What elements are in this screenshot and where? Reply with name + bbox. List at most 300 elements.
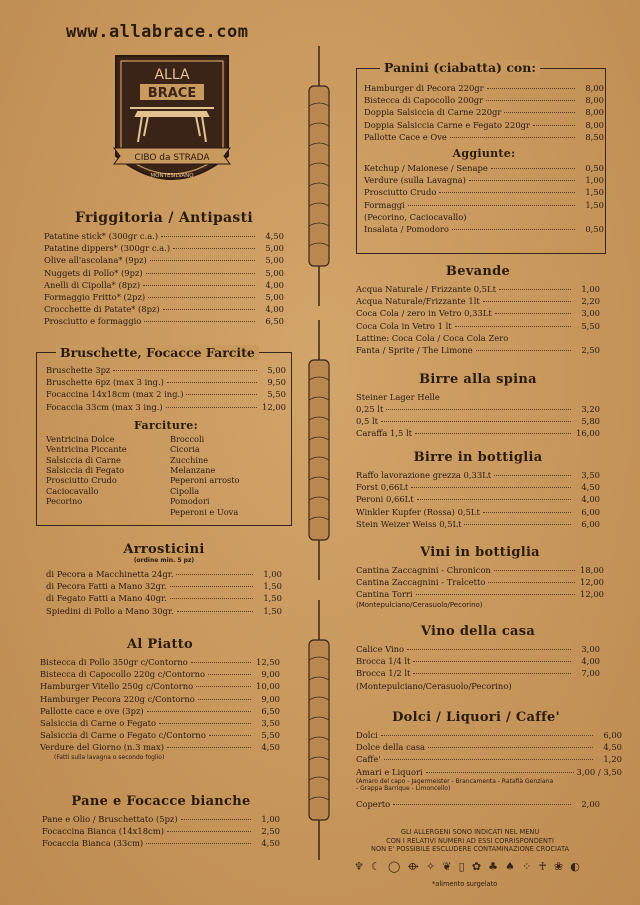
milk-icon: ▯ xyxy=(458,860,465,873)
item-price: 1,00 xyxy=(261,814,280,824)
item-name: Bistecca di Capocollo 220g c/Contorno xyxy=(40,669,206,680)
logo-ribbon: CIBO da STRADA xyxy=(134,153,210,163)
menu-item xyxy=(356,283,600,295)
item-name: Pallotte Cace e Ove xyxy=(364,131,447,142)
item-price: 1,00 xyxy=(585,175,604,186)
farciture-list xyxy=(46,434,286,517)
item-name: Spiedini di Pollo a Mano 30gr. xyxy=(46,605,174,616)
menu-item xyxy=(364,94,604,106)
menu-item xyxy=(46,605,282,617)
item-price: 5,80 xyxy=(581,416,600,427)
section-title: Panini (ciabatta) con: xyxy=(380,60,540,75)
menu-item xyxy=(40,729,280,741)
section-note: (Fatti sulla lavagna o secondo foglio) xyxy=(54,753,165,761)
menu-item xyxy=(356,588,604,600)
lupin-icon: ❀ xyxy=(553,860,564,873)
section-pane xyxy=(42,794,280,850)
item-price: 8,00 xyxy=(585,95,604,106)
item-name: Prosciutto Crudo xyxy=(364,187,437,198)
dot-leader xyxy=(176,574,253,575)
item-price: 9,50 xyxy=(267,377,286,388)
dot-leader xyxy=(428,747,593,748)
section-birre-bottiglia xyxy=(356,450,600,530)
dot-leader xyxy=(181,819,251,820)
item-name: Doppia Salsiccia di Carne 220gr xyxy=(364,107,502,118)
menu-item xyxy=(364,186,604,198)
item-price: 1,00 xyxy=(581,284,600,294)
item-name: di Pecora Fatti a Mano 32gr. xyxy=(46,581,167,592)
farcitura-item: Melanzane xyxy=(170,465,216,476)
section-vino-casa xyxy=(356,624,600,692)
menu-item xyxy=(40,717,280,729)
dot-leader xyxy=(469,180,575,181)
dot-leader xyxy=(494,475,571,476)
farcitura-item: Broccoli xyxy=(170,433,205,444)
section-bevande xyxy=(356,264,600,356)
menu-item xyxy=(356,766,622,778)
menu-item xyxy=(46,388,286,400)
item-price: 4,00 xyxy=(265,279,284,290)
dot-leader xyxy=(177,611,253,612)
dot-leader xyxy=(186,394,257,395)
item-price: 1,20 xyxy=(603,754,622,765)
item-price: 4,50 xyxy=(265,231,284,241)
item-price: 3,00 / 3,50 xyxy=(576,766,622,777)
dot-leader xyxy=(450,137,575,138)
section-dolci xyxy=(356,710,622,810)
menu-item xyxy=(44,230,284,242)
dot-leader xyxy=(483,512,571,513)
farcitura-item: Salsiccia di Carne xyxy=(46,454,121,465)
menu-item xyxy=(46,592,282,604)
item-name: Hamburger Vitello 250g c/Contorno xyxy=(40,681,194,692)
item-name: Raffo lavorazione grezza 0,33Lt xyxy=(356,470,492,480)
item-name: Pane e Olio / Bruschettato (5pz) xyxy=(42,814,178,824)
menu-item xyxy=(364,131,604,143)
item-name: Amari e Liquori xyxy=(356,766,423,777)
section-note: (Montepulciano/Cerasuolo/Pecorino) xyxy=(356,600,483,609)
item-price: 4,00 xyxy=(581,656,600,667)
dot-leader xyxy=(455,326,571,327)
farcitura-item: Cicoria xyxy=(170,444,200,455)
dot-leader xyxy=(495,313,571,314)
website-url[interactable]: www.allabrace.com xyxy=(66,22,249,42)
item-price: 4,50 xyxy=(603,742,622,753)
menu-item xyxy=(46,364,286,376)
item-price: 8,00 xyxy=(585,83,604,93)
item-name: Patatine dippers* (300gr c.a.) xyxy=(44,243,171,254)
item-price: 5,00 xyxy=(265,292,284,303)
menu-item xyxy=(42,813,280,825)
farcitura-item: Prosciutto Crudo xyxy=(46,475,117,486)
dot-leader xyxy=(488,582,575,583)
item-price: 5,50 xyxy=(581,320,600,331)
item-price: 3,50 xyxy=(261,718,280,729)
menu-item xyxy=(364,119,604,131)
farcitura-item: Salsiccia di Fegato xyxy=(46,465,125,476)
section-arrosticini xyxy=(46,542,282,617)
item-price: 6,00 xyxy=(603,730,622,740)
menu-item xyxy=(356,403,600,415)
menu-item xyxy=(356,427,600,439)
menu-item xyxy=(356,741,622,753)
menu-item xyxy=(356,307,600,319)
allergen-notice: GLI ALLERGENI SONO INDICATI NEL MENU CON I RELATIVI NUMERI AD ESSI CORRISPONDENTI NON E' POSSIBILE ESCLUDERE CONTAMINAZIONE CROCIATA xyxy=(371,828,569,854)
allergen-icons xyxy=(354,860,580,873)
dot-leader xyxy=(148,297,255,298)
dot-leader xyxy=(198,699,251,700)
dot-leader xyxy=(208,674,251,675)
dot-leader xyxy=(386,409,571,410)
farcitura-item: Peperoni e Uova xyxy=(170,506,239,517)
item-price: 18,00 xyxy=(580,565,604,575)
menu-item xyxy=(356,518,600,530)
item-name: Acqua Naturale/Frizzante 1lt xyxy=(356,296,480,307)
menu-item xyxy=(356,493,600,505)
soy-icon: ❦ xyxy=(442,860,452,873)
section-al-piatto xyxy=(40,637,280,761)
item-price: 0,50 xyxy=(585,163,604,174)
dot-leader xyxy=(146,843,251,844)
item-price: 2,50 xyxy=(261,826,280,837)
item-name: Dolci xyxy=(356,730,378,740)
item-name: Brocca 1/2 lt xyxy=(356,668,411,679)
item-name: di Fegato Fatti a Mano 40gr. xyxy=(46,593,167,604)
item-price: 1,50 xyxy=(263,581,282,592)
item-name: Hamburger di Pecora 220gr xyxy=(364,83,484,93)
menu-item xyxy=(44,254,284,266)
dot-leader xyxy=(196,686,251,687)
dot-leader xyxy=(163,309,255,310)
item-name: Crocchette di Patate* (8pz) xyxy=(44,304,160,315)
dot-leader xyxy=(167,382,257,383)
section-title: Al Piatto xyxy=(126,637,194,652)
item-name: di Pecora a Macchinetta 24gr. xyxy=(46,569,174,579)
section-note: (Amaro del capo - Jagermeister - Brancamenta - Ratafià Genziana - Grappa Barrique - Limoncello) xyxy=(356,777,554,792)
item-price: 16,00 xyxy=(576,428,600,439)
menu-item xyxy=(356,481,600,493)
mustard-icon: ♠ xyxy=(505,860,516,873)
menu-item: Coperto 2,00 xyxy=(356,798,600,809)
dot-leader xyxy=(504,112,575,113)
skewer-illustration xyxy=(304,600,334,860)
menu-item xyxy=(40,705,280,717)
item-price: 12,00 xyxy=(580,589,604,600)
farcitura-item: Pomodori xyxy=(170,496,210,507)
dot-leader xyxy=(411,487,571,488)
section-title: Dolci / Liquori / Caffe' xyxy=(392,710,560,725)
farcitura-item: Zucchine xyxy=(170,454,209,465)
item-name: Anelli di Cipolla* (8pz) xyxy=(44,279,141,290)
dot-leader xyxy=(146,273,255,274)
item-name: Nuggets di Pollo* (9pz) xyxy=(44,267,143,278)
menu-item xyxy=(44,242,284,254)
menu-item xyxy=(40,656,280,668)
item-price: 9,00 xyxy=(261,693,280,704)
nut-icon: ✿ xyxy=(471,860,482,873)
menu-item xyxy=(356,667,600,679)
menu-item xyxy=(364,82,604,94)
section-bruschette xyxy=(46,364,286,517)
item-name: 0,5 lt xyxy=(356,416,379,427)
dot-leader xyxy=(491,168,575,169)
sulfite-icon: ♰ xyxy=(538,860,547,873)
section-title: Vini in bottiglia xyxy=(420,545,540,560)
dot-leader xyxy=(173,248,255,249)
dot-leader xyxy=(494,570,575,571)
frozen-note: *alimento surgelato xyxy=(432,880,498,888)
item-name: Cantina Zaccagnini - Tralcetto xyxy=(356,577,486,588)
item-price: 3,00 xyxy=(581,308,600,319)
item-name: Ketchup / Maionese / Senape xyxy=(364,163,488,174)
menu-item xyxy=(364,199,604,211)
dot-leader xyxy=(381,735,593,736)
item-name: Caffe' xyxy=(356,754,381,765)
menu-item xyxy=(364,162,604,174)
item-name: Focaccia 33cm (max 3 ing.) xyxy=(46,401,163,412)
item-price: 1,50 xyxy=(585,199,604,210)
farciture-title: Farciture: xyxy=(134,418,198,432)
section-title: Bruschette, Focacce Farcite xyxy=(56,345,259,360)
item-name: Focaccina 14x18cm (max 2 ing.) xyxy=(46,389,184,400)
item-name: Brocca 1/4 lt xyxy=(356,656,411,667)
logo-line1: ALLA xyxy=(154,67,190,83)
item-name: Doppia Salsiccia Carne e Fegato 220gr xyxy=(364,119,531,130)
dot-leader xyxy=(167,747,251,748)
item-price: 6,50 xyxy=(261,705,280,716)
item-name: Patatine stick* (300gr c.a.) xyxy=(44,231,159,241)
menu-item xyxy=(364,106,604,118)
menu-item xyxy=(356,506,600,518)
menu-item xyxy=(40,741,280,753)
section-title: Birre alla spina xyxy=(419,372,537,387)
section-title: Bevande xyxy=(445,264,511,279)
item-name: Hamburger Pecora 220g c/Contorno xyxy=(40,693,195,704)
dot-leader xyxy=(426,772,574,773)
farcitura-item: Peperoni arrosto xyxy=(170,475,240,486)
fish-icon: ⟴ xyxy=(407,860,419,873)
item-price: 4,50 xyxy=(581,482,600,493)
menu-item xyxy=(356,753,622,765)
item-price: 5,00 xyxy=(267,365,286,375)
item-price: 6,00 xyxy=(581,506,600,517)
menu-item xyxy=(40,668,280,680)
menu-item xyxy=(40,693,280,705)
menu-item xyxy=(46,401,286,413)
menu-item xyxy=(356,320,600,332)
section-vini-bottiglia xyxy=(356,545,604,609)
item-price: 5,50 xyxy=(261,730,280,741)
menu-item xyxy=(356,655,600,667)
item-price: 4,50 xyxy=(261,838,280,849)
logo-place: MONTESILVANO xyxy=(150,173,194,179)
item-name: Salsiccia di Carne o Fegato c/Contorno xyxy=(40,730,206,741)
item-price: 12,00 xyxy=(262,401,286,412)
dot-leader xyxy=(413,673,571,674)
section-friggitoria xyxy=(44,210,284,328)
dot-leader xyxy=(150,260,255,261)
item-name: Bistecca di Capocollo 200gr xyxy=(364,95,484,106)
menu-item xyxy=(356,564,604,576)
menu-item xyxy=(44,315,284,327)
menu-item xyxy=(44,279,284,291)
menu-item xyxy=(42,837,280,849)
item-price: 6,50 xyxy=(265,316,284,327)
item-name: Olive all'ascolana* (9pz) xyxy=(44,255,147,266)
item-price: 8,00 xyxy=(585,119,604,130)
dot-leader xyxy=(384,759,593,760)
alla-brace-logo xyxy=(108,52,236,194)
farcitura-item: Pecorino xyxy=(46,496,83,507)
aggiunte-note: (Pecorino, Caciocavallo) xyxy=(364,211,467,222)
item-name: Pallotte cace e ove (3pz) xyxy=(40,705,144,716)
menu-item xyxy=(44,291,284,303)
dot-leader xyxy=(381,421,571,422)
menu-item xyxy=(356,643,600,655)
item-name: Bistecca di Pollo 350gr c/Contorno xyxy=(40,657,188,667)
peanut-icon: ✧ xyxy=(425,860,436,873)
dot-leader xyxy=(170,598,253,599)
menu-item xyxy=(44,267,284,279)
dot-leader xyxy=(439,192,575,193)
dot-leader xyxy=(191,662,251,663)
section-title: Vino della casa xyxy=(420,624,536,639)
item-name: Acqua Naturale / Frizzante 0,5Lt xyxy=(356,284,496,294)
menu-item xyxy=(46,568,282,580)
section-note: (Montepulciano/Cerasuolo/Pecorino) xyxy=(356,680,512,691)
item-price: 10,00 xyxy=(256,681,280,692)
item-price: 3,00 xyxy=(581,644,600,654)
dot-leader xyxy=(483,301,571,302)
item-price: 8,50 xyxy=(585,131,604,142)
item-price: 5,00 xyxy=(265,267,284,278)
sesame-icon: ⁘ xyxy=(522,860,532,873)
item-name: Forst 0,66Lt xyxy=(356,482,409,493)
item-name: Bruschette 3pz xyxy=(46,365,111,375)
item-name: 0,25 lt xyxy=(356,404,384,414)
dot-leader xyxy=(143,285,255,286)
section-title: Arrosticini xyxy=(123,542,205,557)
item-price: 1,50 xyxy=(263,593,282,604)
item-price: 4,00 xyxy=(265,304,284,315)
item-name: Cantina Zaccagnini - Chronicon xyxy=(356,565,491,575)
item-name: Formaggio Fritto* (2pz) xyxy=(44,292,146,303)
item-name: Verdure del Giorno (n.3 max) xyxy=(40,742,165,753)
menu-item xyxy=(356,415,600,427)
dot-leader xyxy=(147,711,251,712)
item-price: 5,50 xyxy=(267,389,286,400)
item-price: 12,50 xyxy=(256,657,280,667)
menu-item xyxy=(44,303,284,315)
section-title: Friggitoria / Antipasti xyxy=(75,210,253,226)
item-name: Salsiccia di Carne o Fegato xyxy=(40,718,156,729)
menu-item xyxy=(42,825,280,837)
item-name: Cantina Torri xyxy=(356,589,413,600)
menu-item: Insalata / Pomodoro 0,50 xyxy=(364,223,604,234)
menu-item xyxy=(356,729,622,741)
item-name: Peroni 0,66Lt xyxy=(356,494,414,505)
item-price: 3,20 xyxy=(581,404,600,414)
item-price: 8,00 xyxy=(585,107,604,118)
dot-leader xyxy=(413,661,571,662)
mollusc-icon: ◐ xyxy=(570,860,580,873)
aggiunte-title: Aggiunte: xyxy=(452,147,516,161)
menu-item xyxy=(356,469,600,481)
dot-leader xyxy=(486,100,575,101)
dot-leader xyxy=(416,594,575,595)
item-price: 4,50 xyxy=(261,742,280,753)
dot-leader xyxy=(407,649,571,650)
menu-item xyxy=(356,576,604,588)
item-name: Verdure (sulla Lavagna) xyxy=(364,175,466,186)
shrimp-icon: ☾ xyxy=(371,860,381,873)
dot-leader xyxy=(170,586,253,587)
logo-line2: BRACE xyxy=(147,86,197,101)
menu-item xyxy=(46,580,282,592)
item-name: Calice Vino xyxy=(356,644,405,654)
farcitura-item: Ventricina Dolce xyxy=(46,433,115,444)
skewer-illustration xyxy=(304,46,334,306)
item-name: Focaccia Bianca (33cm) xyxy=(42,838,144,849)
farcitura-item: Caciocavallo xyxy=(46,485,99,496)
item-name: Winkler Kupfer (Rossa) 0,5Lt xyxy=(356,506,480,517)
lattine-text: Lattine: Coca Cola / Coca Cola Zero xyxy=(356,332,509,343)
dot-leader xyxy=(464,524,571,525)
wheat-icon: ♆ xyxy=(354,860,364,873)
menu-item xyxy=(364,174,604,186)
dot-leader xyxy=(487,88,575,89)
menu-item xyxy=(46,376,286,388)
item-price: 12,00 xyxy=(580,577,604,588)
item-price: 3,50 xyxy=(581,470,600,480)
dot-leader xyxy=(499,289,571,290)
menu-item xyxy=(356,295,600,307)
item-name: Formaggi xyxy=(364,199,405,210)
item-name: Bruschette 6pz (max 3 ing.) xyxy=(46,377,164,388)
item-price: 1,50 xyxy=(585,187,604,198)
item-price: 5,00 xyxy=(265,243,284,254)
item-name: Stein Weizer Weiss 0,5Lt xyxy=(356,518,462,529)
item-price: 6,00 xyxy=(581,518,600,529)
dot-leader xyxy=(415,433,571,434)
item-name: Focaccina Bianca (14x18cm) xyxy=(42,826,164,837)
farcitura-item: Ventricina Piccante xyxy=(46,444,127,455)
item-name: Dolce della casa xyxy=(356,742,426,753)
section-birre-spina xyxy=(356,372,600,440)
dot-leader xyxy=(159,723,251,724)
menu-item: Fanta / Sprite / The Limone 2,50 xyxy=(356,344,600,355)
item-price: 7,00 xyxy=(581,668,600,679)
dot-leader xyxy=(144,321,255,322)
egg-icon: ◯ xyxy=(388,860,401,873)
dot-leader xyxy=(209,735,251,736)
item-price: 1,00 xyxy=(263,569,282,579)
section-subtitle: Steiner Lager Helle xyxy=(356,392,440,402)
item-price: 9,00 xyxy=(261,669,280,680)
celery-icon: ♣ xyxy=(488,860,499,873)
item-price: 2,20 xyxy=(581,296,600,307)
section-subtitle: (ordine min. 5 pz) xyxy=(133,557,195,564)
item-name: Coca Cola / zero in Vetro 0,33Lt xyxy=(356,308,492,319)
item-price: 4,00 xyxy=(581,494,600,505)
section-panini xyxy=(364,82,604,235)
dot-leader xyxy=(113,370,257,371)
item-price: 1,50 xyxy=(263,605,282,616)
dot-leader xyxy=(408,205,575,206)
item-name: Coca Cola in Vetro 1 lt xyxy=(356,320,452,331)
section-title: Pane e Focacce bianche xyxy=(71,794,251,809)
dot-leader xyxy=(533,125,575,126)
